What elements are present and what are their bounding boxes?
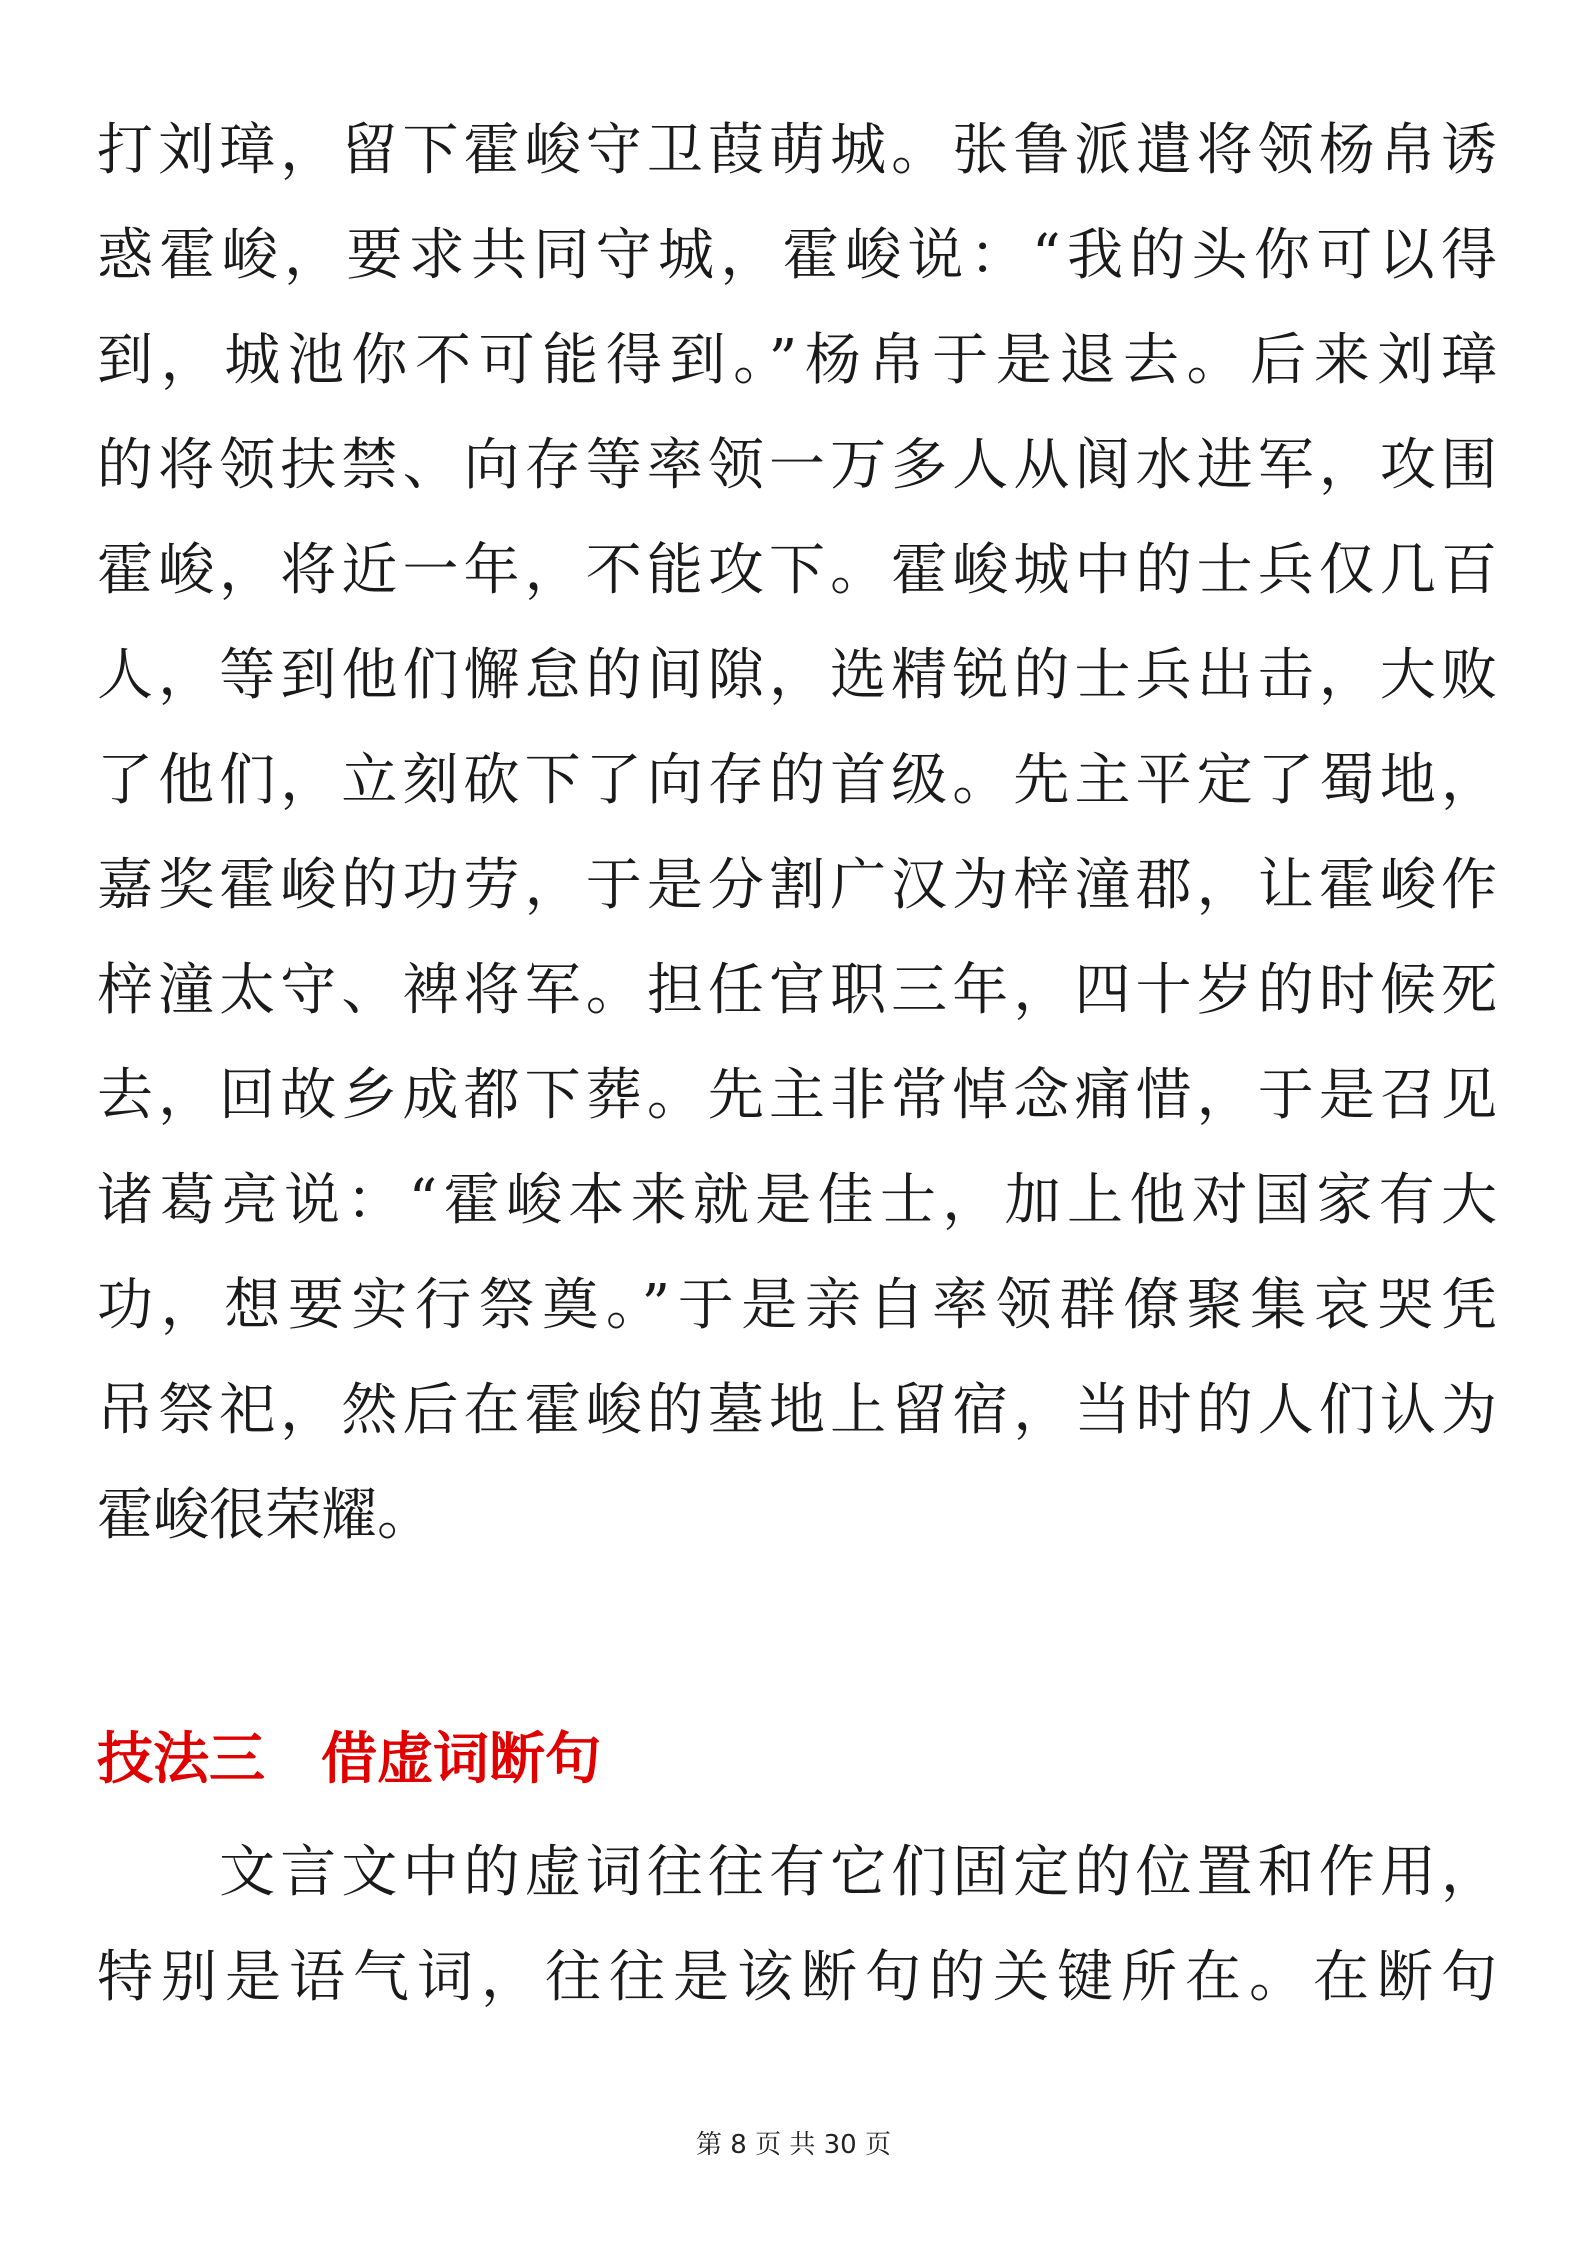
text-line: 打刘璋，留下霍峻守卫葭萌城。张鲁派遣将领杨帛诱 [97,118,1497,183]
text-line: 到，城池你不可能得到。”杨帛于是退去。后来刘璋 [97,328,1497,393]
page-number-footer: 第 8 页 共 30 页 [696,2130,891,2160]
body-paragraph [97,1820,1497,2030]
text-line: 文言文中的虚词往往有它们固定的位置和作用， [97,1840,1497,1905]
text-line: 梓潼太守、裨将军。担任官职三年，四十岁的时候死 [97,958,1497,1023]
body-paragraph [97,98,1497,1568]
text-line: 嘉奖霍峻的功劳，于是分割广汉为梓潼郡，让霍峻作 [97,853,1497,918]
text-line: 去，回故乡成都下葬。先主非常悼念痛惜，于是召见 [97,1063,1497,1128]
section-heading: 技法三 借虚词断句 [97,1727,601,1792]
text-line: 的将领扶禁、向存等率领一万多人从阆水进军，攻围 [97,433,1497,498]
text-line: 功，想要实行祭奠。”于是亲自率领群僚聚集哀哭凭 [97,1273,1497,1338]
text-line: 诸葛亮说：“霍峻本来就是佳士，加上他对国家有大 [97,1168,1497,1233]
text-line: 人，等到他们懈怠的间隙，选精锐的士兵出击，大败 [97,643,1497,708]
text-line: 霍峻很荣耀。 [97,1483,433,1548]
text-line: 惑霍峻，要求共同守城，霍峻说：“我的头你可以得 [97,223,1497,288]
text-line: 特别是语气词，往往是该断句的关键所在。在断句 [97,1945,1497,2010]
text-line: 了他们，立刻砍下了向存的首级。先主平定了蜀地， [97,748,1497,813]
text-line: 霍峻，将近一年，不能攻下。霍峻城中的士兵仅几百 [97,538,1497,603]
text-line: 吊祭祀，然后在霍峻的墓地上留宿，当时的人们认为 [97,1378,1497,1443]
